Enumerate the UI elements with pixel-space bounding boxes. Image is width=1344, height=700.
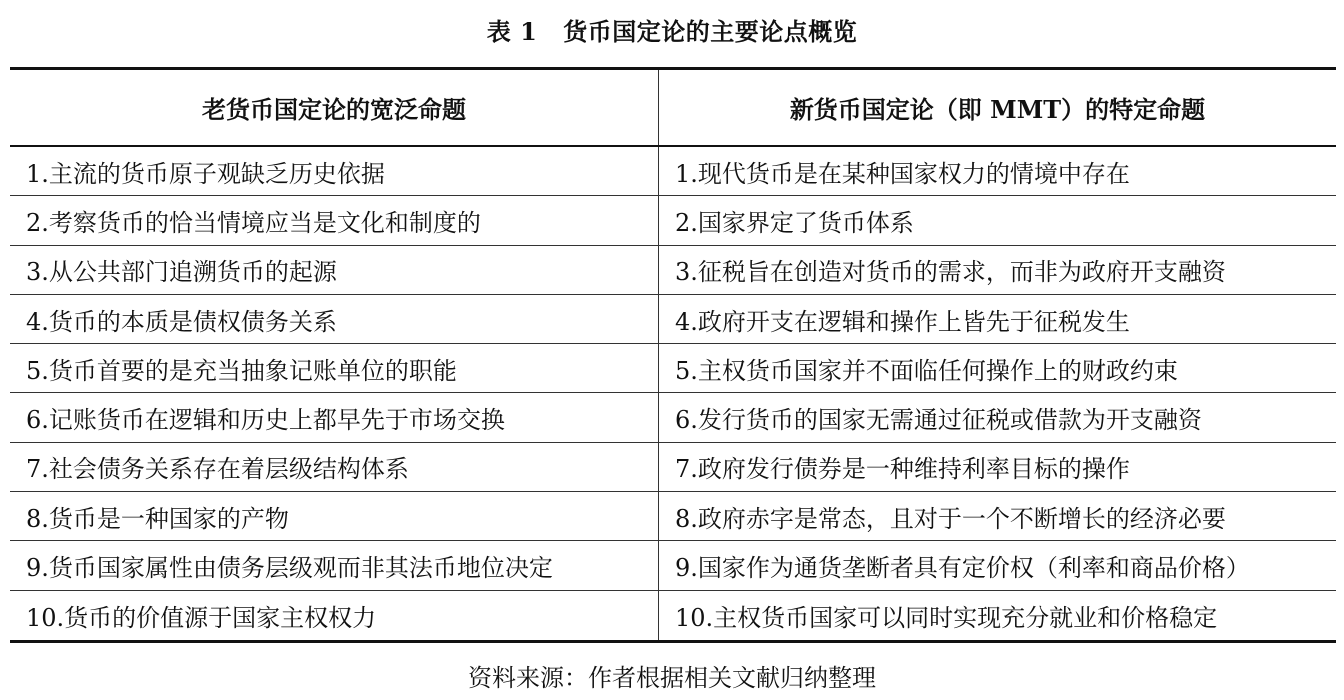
table-row: [10, 591, 1336, 640]
new-proposition-cell: 9.国家作为通货垄断者具有定价权（利率和商品价格）: [675, 554, 1250, 583]
header-old-theory: 老货币国定论的宽泛命题: [10, 70, 659, 145]
new-proposition-cell: 8.政府赤字是常态，且对于一个不断增长的经济必要: [675, 504, 1226, 533]
table-row: [10, 393, 1336, 442]
new-proposition-cell: 6.发行货币的国家无需通过征税或借款为开支融资: [675, 406, 1202, 435]
table-row: [10, 196, 1336, 245]
table-row: [10, 295, 1336, 344]
table-row: [10, 492, 1336, 541]
table-row: [10, 541, 1336, 590]
table-row: [10, 443, 1336, 492]
old-proposition-cell: 2.考察货币的恰当情境应当是文化和制度的: [10, 196, 659, 244]
old-proposition-cell: 5.货币首要的是充当抽象记账单位的职能: [10, 344, 659, 392]
new-proposition-cell: 3.征税旨在创造对货币的需求，而非为政府开支融资: [675, 258, 1226, 287]
comparison-table: [10, 67, 1336, 643]
old-proposition-cell: 4.货币的本质是债权债务关系: [10, 295, 659, 343]
header-new-theory: 新货币国定论（即 MMT）的特定命题: [789, 95, 1206, 124]
old-proposition-cell: 1.主流的货币原子观缺乏历史依据: [10, 147, 659, 195]
old-proposition-cell: 7.社会债务关系存在着层级结构体系: [10, 443, 659, 491]
old-proposition-cell: 9.货币国家属性由债务层级观而非其法币地位决定: [10, 541, 659, 589]
new-proposition-cell: 10.主权货币国家可以同时实现充分就业和价格稳定: [675, 603, 1218, 632]
old-proposition-cell: 3.从公共部门追溯货币的起源: [10, 246, 659, 294]
table-row: [10, 344, 1336, 393]
table-row: [10, 246, 1336, 295]
new-proposition-cell: 5.主权货币国家并不面临任何操作上的财政约束: [675, 356, 1178, 385]
new-proposition-cell: 7.政府发行债券是一种维持利率目标的操作: [675, 455, 1130, 484]
table-header-row: [10, 70, 1336, 147]
table-title: 货币国定论的主要论点概览: [563, 17, 858, 46]
new-proposition-cell: 4.政府开支在逻辑和操作上皆先于征税发生: [675, 307, 1130, 336]
source-note: 资料来源：作者根据相关文献归纳整理: [468, 664, 876, 692]
old-proposition-cell: 6.记账货币在逻辑和历史上都早先于市场交换: [10, 393, 659, 441]
old-proposition-cell: 8.货币是一种国家的产物: [10, 492, 659, 540]
table-caption: [0, 14, 1344, 50]
old-proposition-cell: 10.货币的价值源于国家主权权力: [10, 591, 659, 640]
table-number: 表 1: [486, 17, 538, 46]
table-row: [10, 147, 1336, 196]
new-proposition-cell: 1.现代货币是在某种国家权力的情境中存在: [675, 159, 1130, 188]
new-proposition-cell: 2.国家界定了货币体系: [675, 208, 914, 237]
